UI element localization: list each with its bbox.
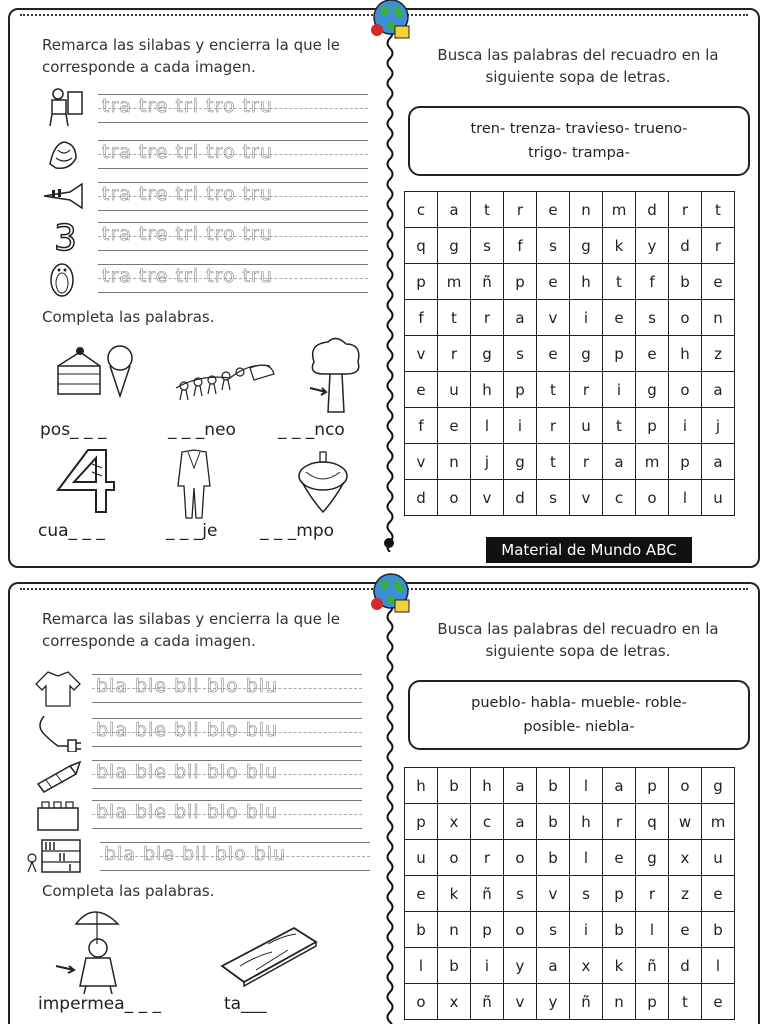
grid-letter-cell[interactable]: u <box>570 408 603 444</box>
penguin-icon <box>40 258 88 298</box>
grid-letter-cell[interactable]: s <box>537 912 570 948</box>
grid-letter-cell[interactable]: j <box>702 408 735 444</box>
grid-row <box>405 480 735 516</box>
trumpet-icon <box>40 176 88 216</box>
grid-letter-cell[interactable]: t <box>438 300 471 336</box>
grid-letter-cell[interactable]: m <box>438 264 471 300</box>
grid-letter-cell[interactable]: r <box>504 192 537 228</box>
grid-row <box>405 444 735 480</box>
grid-letter-cell[interactable]: p <box>636 984 669 1020</box>
grid-letter-cell[interactable]: r <box>669 192 702 228</box>
word-list-line: pueblo- habla- mueble- roble- <box>471 695 687 711</box>
grid-letter-cell[interactable]: t <box>603 408 636 444</box>
grid-letter-cell[interactable]: g <box>636 372 669 408</box>
grid-letter-cell[interactable]: h <box>669 336 702 372</box>
grid-letter-cell[interactable]: k <box>438 876 471 912</box>
grid-letter-cell[interactable]: b <box>702 912 735 948</box>
grid-letter-cell[interactable]: i <box>570 912 603 948</box>
grid-letter-cell[interactable]: r <box>570 372 603 408</box>
grid-row <box>405 336 735 372</box>
spiral-divider <box>385 602 395 1024</box>
word-list-line: posible- niebla- <box>523 719 635 735</box>
divider-end-dot <box>384 538 394 548</box>
grid-letter-cell[interactable]: ñ <box>636 948 669 984</box>
grid-letter-cell[interactable]: f <box>504 228 537 264</box>
worksheet-bottom <box>8 582 760 1024</box>
grid-letter-cell[interactable]: h <box>471 768 504 804</box>
grid-letter-cell[interactable]: ñ <box>471 264 504 300</box>
traceable-syllables[interactable]: bla ble bli blo blu <box>96 761 279 783</box>
grid-letter-cell[interactable]: c <box>471 804 504 840</box>
grid-letter-cell[interactable]: o <box>669 768 702 804</box>
grid-letter-cell[interactable]: b <box>537 804 570 840</box>
grid-letter-cell[interactable]: d <box>669 948 702 984</box>
spiral-divider <box>385 28 395 552</box>
globe-logo-icon <box>368 0 414 42</box>
grid-letter-cell[interactable]: i <box>669 408 702 444</box>
grid-row <box>405 300 735 336</box>
grid-letter-cell[interactable]: t <box>471 192 504 228</box>
grid-letter-cell[interactable]: h <box>570 264 603 300</box>
grid-letter-cell[interactable]: n <box>702 300 735 336</box>
grid-letter-cell[interactable]: l <box>702 948 735 984</box>
grid-letter-cell[interactable]: b <box>537 840 570 876</box>
grid-letter-cell[interactable]: r <box>570 444 603 480</box>
worker-tracing-icon <box>40 88 88 128</box>
grid-letter-cell[interactable]: s <box>471 228 504 264</box>
grid-letter-cell[interactable]: c <box>405 192 438 228</box>
grid-letter-cell[interactable]: s <box>636 300 669 336</box>
grid-letter-cell[interactable]: p <box>504 264 537 300</box>
grid-letter-cell[interactable]: v <box>504 984 537 1020</box>
number-four-icon <box>52 446 118 518</box>
traceable-syllables[interactable]: tra tre tri tro tru <box>102 265 273 287</box>
word-list-box <box>408 680 750 750</box>
traceable-syllables[interactable]: tra tre tri tro tru <box>102 223 273 245</box>
grid-letter-cell[interactable]: s <box>537 228 570 264</box>
grid-letter-cell[interactable]: d <box>669 228 702 264</box>
traceable-syllables[interactable]: bla ble bli blo blu <box>96 719 279 741</box>
grid-letter-cell[interactable]: l <box>570 768 603 804</box>
grid-letter-cell[interactable]: v <box>570 480 603 516</box>
grid-letter-cell[interactable]: m <box>603 192 636 228</box>
grid-letter-cell[interactable]: f <box>405 300 438 336</box>
grid-letter-cell[interactable]: o <box>504 912 537 948</box>
block-brick-icon <box>34 794 82 834</box>
grid-letter-cell[interactable]: r <box>471 300 504 336</box>
grid-letter-cell[interactable]: p <box>405 804 438 840</box>
grid-letter-cell[interactable]: b <box>603 912 636 948</box>
crayon-icon <box>34 754 82 794</box>
grid-letter-cell[interactable]: j <box>471 444 504 480</box>
grid-letter-cell[interactable]: d <box>504 480 537 516</box>
grid-letter-cell[interactable]: g <box>438 228 471 264</box>
grid-letter-cell[interactable]: v <box>405 336 438 372</box>
grid-letter-cell[interactable]: r <box>702 228 735 264</box>
grid-letter-cell[interactable]: e <box>438 408 471 444</box>
wood-plank-icon <box>216 922 322 988</box>
grid-row <box>405 264 735 300</box>
cable-plug-icon <box>34 712 82 752</box>
braid-tracing-icon <box>40 134 88 174</box>
svg-text:3: 3 <box>54 218 77 256</box>
grid-letter-cell[interactable]: p <box>636 408 669 444</box>
grid-letter-cell[interactable]: t <box>702 192 735 228</box>
grid-letter-cell[interactable]: y <box>636 228 669 264</box>
instruction-word-search: Busca las palabras del recuadro en la siguiente sopa de letras. <box>437 46 719 86</box>
grid-letter-cell[interactable]: f <box>636 264 669 300</box>
grid-letter-cell[interactable]: z <box>702 336 735 372</box>
grid-letter-cell[interactable]: s <box>504 876 537 912</box>
number-three-icon <box>40 216 88 256</box>
grid-letter-cell[interactable]: x <box>570 948 603 984</box>
grid-letter-cell[interactable]: t <box>537 444 570 480</box>
grid-letter-cell[interactable]: s <box>570 876 603 912</box>
complete-words-label: Completa las palabras. <box>42 308 215 326</box>
grid-letter-cell[interactable]: e <box>702 264 735 300</box>
grid-letter-cell[interactable]: o <box>504 840 537 876</box>
grid-letter-cell[interactable]: e <box>636 336 669 372</box>
grid-letter-cell[interactable]: o <box>669 300 702 336</box>
grid-letter-cell[interactable]: a <box>438 192 471 228</box>
worksheet-top <box>8 8 760 568</box>
grid-letter-cell[interactable]: i <box>603 372 636 408</box>
grid-letter-cell[interactable]: a <box>504 804 537 840</box>
grid-letter-cell[interactable]: n <box>438 444 471 480</box>
library-icon <box>24 836 82 876</box>
grid-letter-cell[interactable]: e <box>603 300 636 336</box>
grid-letter-cell[interactable]: a <box>702 372 735 408</box>
grid-letter-cell[interactable]: x <box>669 840 702 876</box>
grid-letter-cell[interactable]: s <box>537 480 570 516</box>
grid-letter-cell[interactable]: g <box>702 768 735 804</box>
complete-word[interactable]: cua_ _ _ <box>38 521 105 541</box>
grid-letter-cell[interactable]: i <box>471 948 504 984</box>
grid-letter-cell[interactable]: p <box>504 372 537 408</box>
grid-letter-cell[interactable]: o <box>669 372 702 408</box>
grid-letter-cell[interactable]: v <box>471 480 504 516</box>
traceable-syllables[interactable]: bla ble bli blo blu <box>104 843 287 865</box>
grid-letter-cell[interactable]: g <box>504 444 537 480</box>
instruction-trace: Remarca las silabas y encierra la que le corresponde a cada imagen. <box>42 610 341 650</box>
grid-letter-cell[interactable]: b <box>537 768 570 804</box>
grid-letter-cell[interactable]: a <box>702 444 735 480</box>
grid-letter-cell[interactable]: r <box>603 804 636 840</box>
grid-letter-cell[interactable]: b <box>405 912 438 948</box>
complete-word[interactable]: _ _ _mpo <box>260 521 335 541</box>
grid-row <box>405 372 735 408</box>
grid-letter-cell[interactable]: r <box>471 840 504 876</box>
grid-letter-cell[interactable]: a <box>603 444 636 480</box>
brand-label: Material de Mundo ABC <box>486 537 692 563</box>
grid-letter-cell[interactable]: k <box>603 948 636 984</box>
grid-letter-cell[interactable]: b <box>438 948 471 984</box>
grid-row <box>405 876 735 912</box>
grid-letter-cell[interactable]: a <box>603 768 636 804</box>
grid-letter-cell[interactable]: ñ <box>471 984 504 1020</box>
grid-letter-cell[interactable]: e <box>537 264 570 300</box>
complete-word[interactable]: _ _ _nco <box>278 420 345 440</box>
grid-letter-cell[interactable]: q <box>405 228 438 264</box>
grid-letter-cell[interactable]: k <box>603 228 636 264</box>
grid-letter-cell[interactable]: e <box>537 192 570 228</box>
grid-letter-cell[interactable]: u <box>702 840 735 876</box>
traceable-syllables[interactable]: bla ble bli blo blu <box>96 675 279 697</box>
grid-row <box>405 768 735 804</box>
grid-letter-cell[interactable]: v <box>405 444 438 480</box>
grid-row <box>405 408 735 444</box>
grid-letter-cell[interactable]: b <box>438 768 471 804</box>
grid-letter-cell[interactable]: t <box>603 264 636 300</box>
grid-letter-cell[interactable]: a <box>504 768 537 804</box>
word-search-grid[interactable] <box>404 767 735 1020</box>
traceable-syllables[interactable]: tra tre tri tro tru <box>102 141 273 163</box>
grid-row <box>405 912 735 948</box>
complete-word[interactable]: _ _ _je <box>166 521 218 541</box>
grid-row <box>405 948 735 984</box>
instruction-trace: Remarca las silabas y encierra la que le corresponde a cada imagen. <box>42 36 341 76</box>
grid-letter-cell[interactable]: r <box>636 876 669 912</box>
grid-letter-cell[interactable]: o <box>405 984 438 1020</box>
grid-letter-cell[interactable]: i <box>570 300 603 336</box>
grid-letter-cell[interactable]: p <box>636 768 669 804</box>
grid-letter-cell[interactable]: n <box>603 984 636 1020</box>
complete-words-label: Completa las palabras. <box>42 882 215 900</box>
tree-trunk-icon <box>304 336 366 416</box>
grid-letter-cell[interactable]: i <box>504 408 537 444</box>
grid-letter-cell[interactable]: t <box>537 372 570 408</box>
grid-letter-cell[interactable]: w <box>669 804 702 840</box>
grid-row <box>405 228 735 264</box>
spinning-top-icon <box>294 450 354 516</box>
grid-letter-cell[interactable]: e <box>702 984 735 1020</box>
word-list-line: tren- trenza- travieso- trueno- <box>470 121 688 137</box>
complete-word[interactable]: impermea_ _ _ <box>38 994 161 1014</box>
grid-letter-cell[interactable]: m <box>636 444 669 480</box>
grid-letter-cell[interactable]: g <box>570 228 603 264</box>
word-list-box <box>408 106 750 176</box>
complete-word[interactable]: _ _ _neo <box>168 420 236 440</box>
grid-row <box>405 840 735 876</box>
raincoat-child-icon <box>54 904 140 996</box>
grid-letter-cell[interactable]: f <box>405 408 438 444</box>
word-list-line: trigo- trampa- <box>528 145 630 161</box>
grid-row <box>405 192 735 228</box>
grid-row <box>405 984 735 1020</box>
grid-letter-cell[interactable]: l <box>570 840 603 876</box>
grid-letter-cell[interactable]: g <box>636 840 669 876</box>
grid-letter-cell[interactable]: l <box>669 480 702 516</box>
grid-letter-cell[interactable]: v <box>537 300 570 336</box>
grid-letter-cell[interactable]: m <box>702 804 735 840</box>
grid-letter-cell[interactable]: u <box>438 372 471 408</box>
grid-letter-cell[interactable]: v <box>537 876 570 912</box>
grid-letter-cell[interactable]: r <box>537 408 570 444</box>
word-search-grid[interactable] <box>404 191 735 516</box>
grid-letter-cell[interactable]: l <box>405 948 438 984</box>
grid-letter-cell[interactable]: y <box>504 948 537 984</box>
grid-letter-cell[interactable]: p <box>603 876 636 912</box>
grid-letter-cell[interactable]: b <box>669 264 702 300</box>
grid-letter-cell[interactable]: h <box>405 768 438 804</box>
grid-letter-cell[interactable]: a <box>504 300 537 336</box>
complete-word[interactable]: pos_ _ _ <box>40 420 107 440</box>
globe-logo-icon <box>368 570 414 616</box>
suit-icon <box>174 446 214 520</box>
grid-letter-cell[interactable]: r <box>438 336 471 372</box>
grid-letter-cell[interactable]: e <box>702 876 735 912</box>
grid-letter-cell[interactable]: s <box>504 336 537 372</box>
grid-letter-cell[interactable]: y <box>537 984 570 1020</box>
grid-letter-cell[interactable]: n <box>438 912 471 948</box>
grid-letter-cell[interactable]: g <box>570 336 603 372</box>
traceable-syllables[interactable]: tra tre tri tro tru <box>102 183 273 205</box>
grid-letter-cell[interactable]: c <box>603 480 636 516</box>
grid-letter-cell[interactable]: d <box>636 192 669 228</box>
grid-letter-cell[interactable]: o <box>438 840 471 876</box>
grid-letter-cell[interactable]: p <box>603 336 636 372</box>
sleigh-icon <box>170 344 280 408</box>
grid-letter-cell[interactable]: p <box>471 912 504 948</box>
grid-letter-cell[interactable]: u <box>405 840 438 876</box>
grid-letter-cell[interactable]: p <box>669 444 702 480</box>
grid-letter-cell[interactable]: t <box>669 984 702 1020</box>
grid-letter-cell[interactable]: a <box>537 948 570 984</box>
grid-letter-cell[interactable]: x <box>438 804 471 840</box>
traceable-syllables[interactable]: tra tre tri tro tru <box>102 95 273 117</box>
grid-letter-cell[interactable]: l <box>471 408 504 444</box>
grid-letter-cell[interactable]: h <box>570 804 603 840</box>
grid-letter-cell[interactable]: d <box>405 480 438 516</box>
grid-letter-cell[interactable]: e <box>537 336 570 372</box>
dessert-icon <box>54 342 136 402</box>
grid-letter-cell[interactable]: e <box>405 876 438 912</box>
grid-letter-cell[interactable]: e <box>669 912 702 948</box>
grid-letter-cell[interactable]: l <box>636 912 669 948</box>
grid-letter-cell[interactable]: q <box>636 804 669 840</box>
grid-letter-cell[interactable]: z <box>669 876 702 912</box>
grid-letter-cell[interactable]: e <box>603 840 636 876</box>
instruction-word-search: Busca las palabras del recuadro en la siguiente sopa de letras. <box>437 620 719 660</box>
grid-letter-cell[interactable]: g <box>471 336 504 372</box>
grid-letter-cell[interactable]: u <box>702 480 735 516</box>
grid-letter-cell[interactable]: o <box>636 480 669 516</box>
grid-letter-cell[interactable]: ñ <box>471 876 504 912</box>
blouse-icon <box>34 668 82 708</box>
grid-letter-cell[interactable]: p <box>405 264 438 300</box>
grid-letter-cell[interactable]: o <box>438 480 471 516</box>
grid-letter-cell[interactable]: x <box>438 984 471 1020</box>
grid-row <box>405 804 735 840</box>
grid-letter-cell[interactable]: ñ <box>570 984 603 1020</box>
complete-word[interactable]: ta___ <box>224 994 267 1014</box>
traceable-syllables[interactable]: bla ble bli blo blu <box>96 801 279 823</box>
grid-letter-cell[interactable]: n <box>570 192 603 228</box>
grid-letter-cell[interactable]: h <box>471 372 504 408</box>
grid-letter-cell[interactable]: e <box>405 372 438 408</box>
